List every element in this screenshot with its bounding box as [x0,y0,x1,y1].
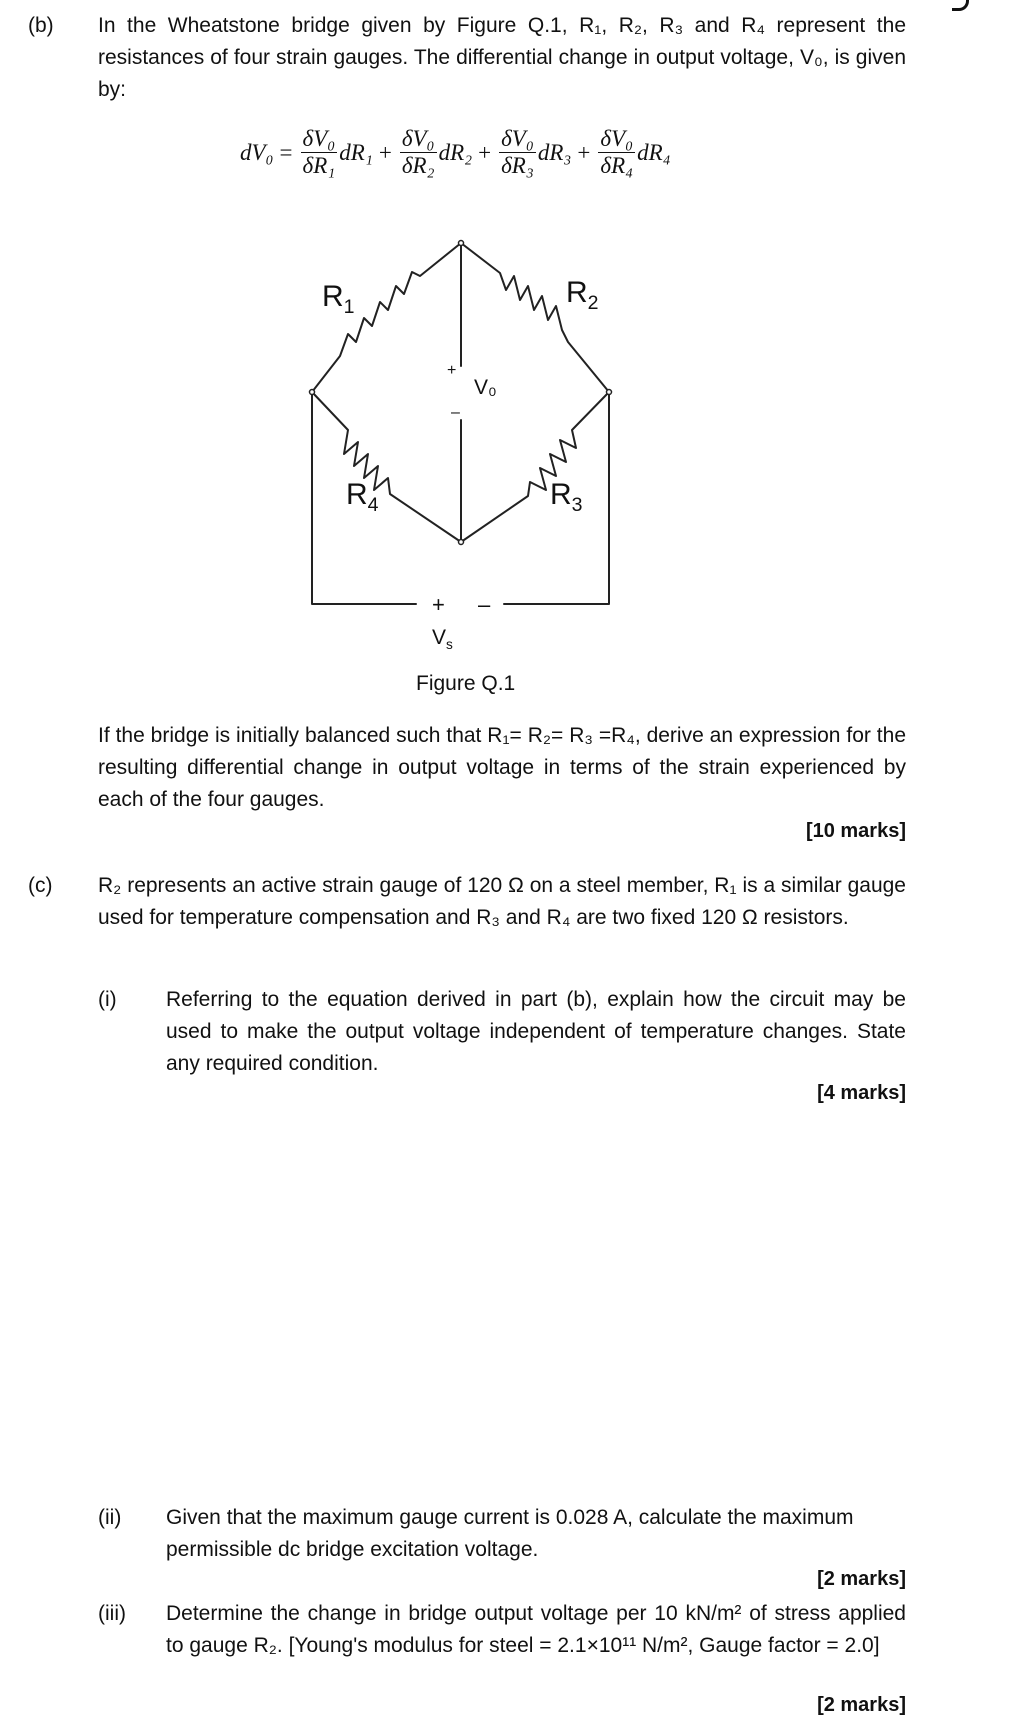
eq-equals: = [279,139,293,165]
label-r4: $R_4$ [346,478,379,516]
eq-plus-1: + [378,139,392,165]
part-b-question: If the bridge is initially balanced such that R₁= R₂= R₃ =R₄, derive an expression for the resulting differential change in output voltage in terms of the strain experienced by each of the four gauges. [98,724,906,811]
part-b-intro: In the Wheatstone bridge given by Figure Q.1, R₁, R₂, R₃ and R₄ represent the resistances of four strain gauges. The differential change in output voltage, V₀, is given by: [98,14,906,101]
part-c-intro: R₂ represents an active strain gauge of 120 Ω on a steel member, R₁ is a similar gauge used for temperature compensation and R₃ and R₄ are two fixed 120 Ω resistors. [98,874,906,929]
eq-d-3: dR₃ [537,139,572,165]
vs-plus-sign: + [432,592,445,617]
label-r3: $R_3$ [550,478,583,516]
r3-arm [461,392,609,542]
part-c-iii-label: (iii) [98,1602,126,1625]
node-top [459,241,464,246]
eq-num-3: δV₀ [501,126,534,151]
wheatstone-bridge-diagram [0,0,1022,680]
vo-minus-sign: – [451,404,460,421]
node-right [607,390,612,395]
r2-arm [461,243,609,392]
eq-den-4: δR₄ [600,153,634,178]
label-r1: $R_1$ [322,280,355,318]
eq-num-2: δV₀ [401,126,435,151]
part-c-label: (c) [28,874,53,897]
eq-plus-3: + [577,139,591,165]
eq-plus-2: + [478,139,492,165]
figure-caption: Figure Q.1 [416,672,516,695]
node-left [310,390,315,395]
eq-d-2: dR₂ [438,139,473,165]
part-c-ii-text: Given that the maximum gauge current is 0.028 A, calculate the maximum permissible dc bridge excitation voltage. [166,1506,854,1561]
vo-plus-sign: + [447,362,457,379]
part-c-i-marks: [4 marks] [817,1082,906,1104]
vs-minus-sign: – [478,592,491,617]
part-c-iii-marks: [2 marks] [817,1694,906,1716]
part-c-i-text: Referring to the equation derived in part (b), explain how the circuit may be used to make the output voltage independent of temperature changes. State any required condition. [166,988,906,1075]
part-c-i-label: (i) [98,988,117,1011]
eq-num-4: δV₀ [600,126,634,151]
eq-d-4: dR₄ [637,139,671,165]
r4-arm [312,392,461,542]
label-vo: V₀ [474,376,497,399]
node-bottom [459,540,464,545]
part-c-ii-marks: [2 marks] [817,1568,906,1590]
part-c-ii-label: (ii) [98,1506,122,1529]
eq-d-1: dR₁ [339,139,373,165]
part-b-marks: [10 marks] [805,820,906,842]
part-b-label: (b) [28,14,54,37]
eq-den-3: δR₃ [501,153,534,178]
label-vs: $V_s$ [432,626,453,653]
eq-den-1: δR₁ [302,153,336,178]
eq-num-1: δV₀ [302,126,336,151]
label-r2: $R_2$ [566,276,599,314]
part-c-iii-text: Determine the change in bridge output voltage per 10 kN/m² of stress applied to gauge R₂. [Young's modulus for steel = 2.1×10¹¹ N/m², Gauge factor = 2.0] [166,1602,906,1657]
eq-den-2: δR₂ [401,153,435,178]
eq-lhs: dV₀ [240,139,274,165]
